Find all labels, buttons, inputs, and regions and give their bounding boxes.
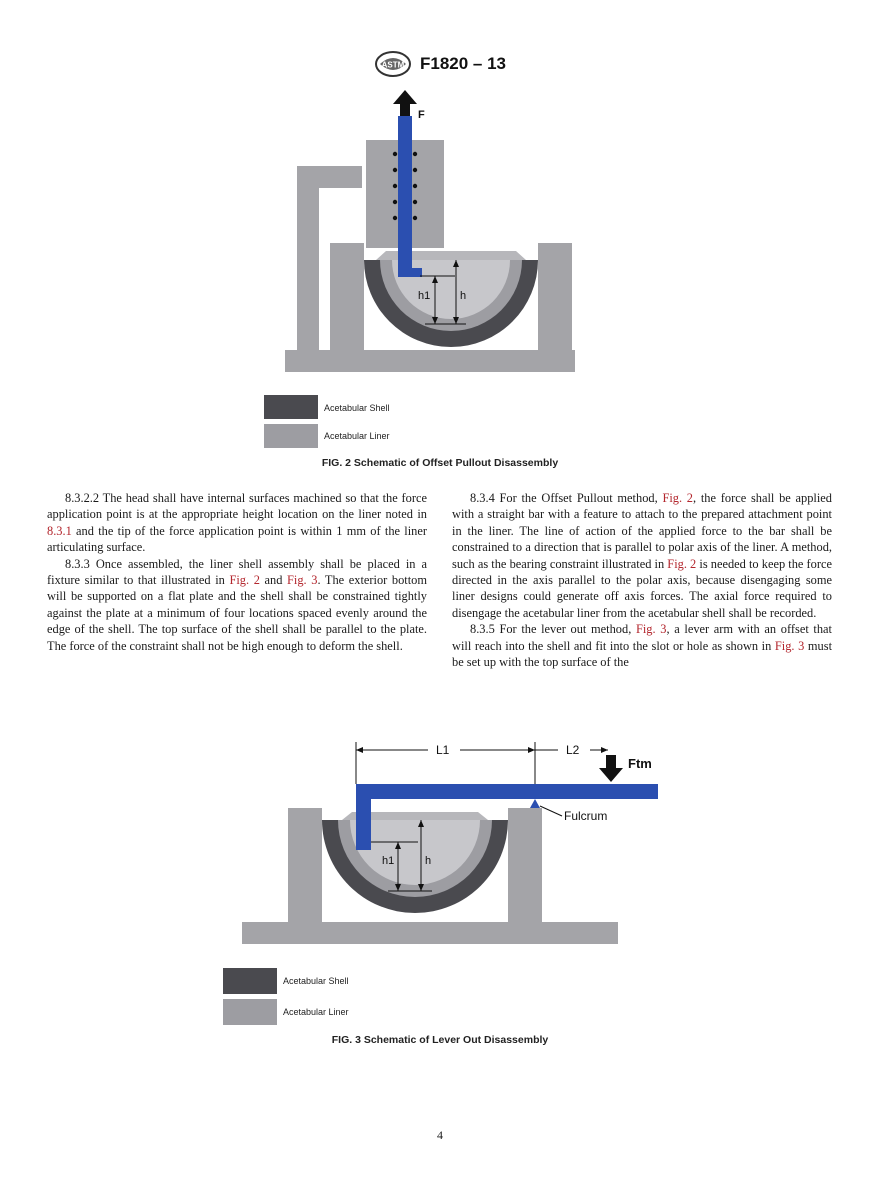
l2-label: L2 (566, 743, 580, 757)
h1-label: h1 (382, 855, 395, 867)
figure-2 (280, 88, 610, 378)
ref-fig-2[interactable]: Fig. 2 (229, 573, 260, 588)
figure-3-diagram (238, 738, 668, 950)
ref-fig-2[interactable]: Fig. 2 (667, 556, 697, 571)
ref-fig-3[interactable]: Fig. 3 (774, 638, 805, 653)
force-label: F (418, 109, 425, 121)
figure-3-caption: FIG. 3 Schematic of Lever Out Disassembly (331, 1034, 549, 1046)
fulcrum-icon (530, 799, 540, 808)
page-number: 4 (437, 1128, 443, 1142)
legend-swatch-shell (223, 968, 277, 994)
figure-3 (238, 738, 668, 950)
document-id: F1820 – 13 (419, 54, 506, 73)
figure-2-diagram (280, 88, 610, 378)
paragraph-8-3-2-2: 8.3.2.2 The head shall have internal surfaces machined so that the force application point is at the appropriate height location on the liner noted in 8.3.1 and the tip of the force application point is within 1 mm of the liner articulating surface. (47, 491, 427, 555)
force-arrow-icon (599, 755, 623, 782)
base-plate (242, 922, 618, 944)
fulcrum-label: Fulcrum (564, 809, 608, 823)
astm-logo-text: ASTM (381, 60, 405, 70)
h-label: h (460, 290, 467, 302)
figure-3-legend (221, 966, 421, 1033)
ref-fig-3[interactable]: Fig. 3 (287, 573, 318, 588)
paragraph-8-3-4: 8.3.4 For the Offset Pullout method, Fig. 2, the force shall be applied with a straight bar with a feature to attach to the prepared attachment point in the liner. The line of action of the applied force to the bar shall be constrained to a direction that is parallel to polar axis of the liner. A method, such as the bearing constraint illustrated in Fig. 2 is needed to keep the force directed in the axis parallel to the polar axis, because disengaging some liner designs could generate off axis forces. The axial force required to disengage the acetabular liner from the acetabular shell shall be recorded. (452, 491, 833, 620)
left-post (297, 166, 319, 350)
force-label: Ftm (628, 756, 652, 771)
base-plate (285, 350, 575, 372)
paragraph-8-3-3: 8.3.3 Once assembled, the liner shell assembly shall be placed in a fixture similar to that illustrated in Fig. 2 and Fig. 3. The exterior bottom will be supported on a flat plate and the shell shall be constrained tightly against the plate at a minimum of four locations spaced evenly around the edge of the shell. The top surface of the shell shall be parallel to the plate. The force of the constraint shall not be high enough to deform the shell. (47, 556, 428, 653)
top-arm (297, 166, 362, 188)
legend-swatch-shell (264, 395, 318, 419)
pull-bar-foot (398, 268, 422, 277)
paragraph-8-3-5: 8.3.5 For the lever out method, Fig. 3, a lever arm with an offset that will reach into the shell and fit into the slot or hole as shown in Fig. 3 must be set up with the top surface of the (452, 622, 833, 670)
legend-label-shell: Acetabular Shell (324, 403, 390, 413)
legend-label-shell: Acetabular Shell (283, 976, 349, 986)
right-clamp (508, 808, 542, 922)
legend-label-liner: Acetabular Liner (283, 1007, 349, 1017)
legend-swatch-liner (264, 424, 318, 448)
ref-fig-2[interactable]: Fig. 2 (662, 491, 694, 505)
force-arrow-icon (393, 90, 417, 116)
pull-bar (398, 116, 412, 276)
page-header (0, 50, 880, 83)
left-column (47, 490, 427, 654)
lever-arm (356, 784, 658, 799)
figure-2-caption: FIG. 2 Schematic of Offset Pullout Disassembly (321, 457, 559, 469)
lever-hook (356, 784, 371, 850)
left-clamp (288, 808, 322, 922)
h1-label: h1 (418, 290, 431, 302)
ref-fig-3[interactable]: Fig. 3 (635, 622, 667, 637)
legend-label-liner: Acetabular Liner (324, 431, 390, 441)
right-clamp (538, 243, 572, 350)
left-clamp (330, 243, 364, 350)
figure-2-legend (262, 393, 462, 456)
astm-logo-icon (374, 50, 412, 78)
legend-swatch-liner (223, 999, 277, 1025)
h-label: h (425, 855, 432, 867)
right-column (452, 490, 832, 670)
ref-8-3-1[interactable]: 8.3.1 (47, 523, 72, 538)
l1-label: L1 (436, 743, 450, 757)
